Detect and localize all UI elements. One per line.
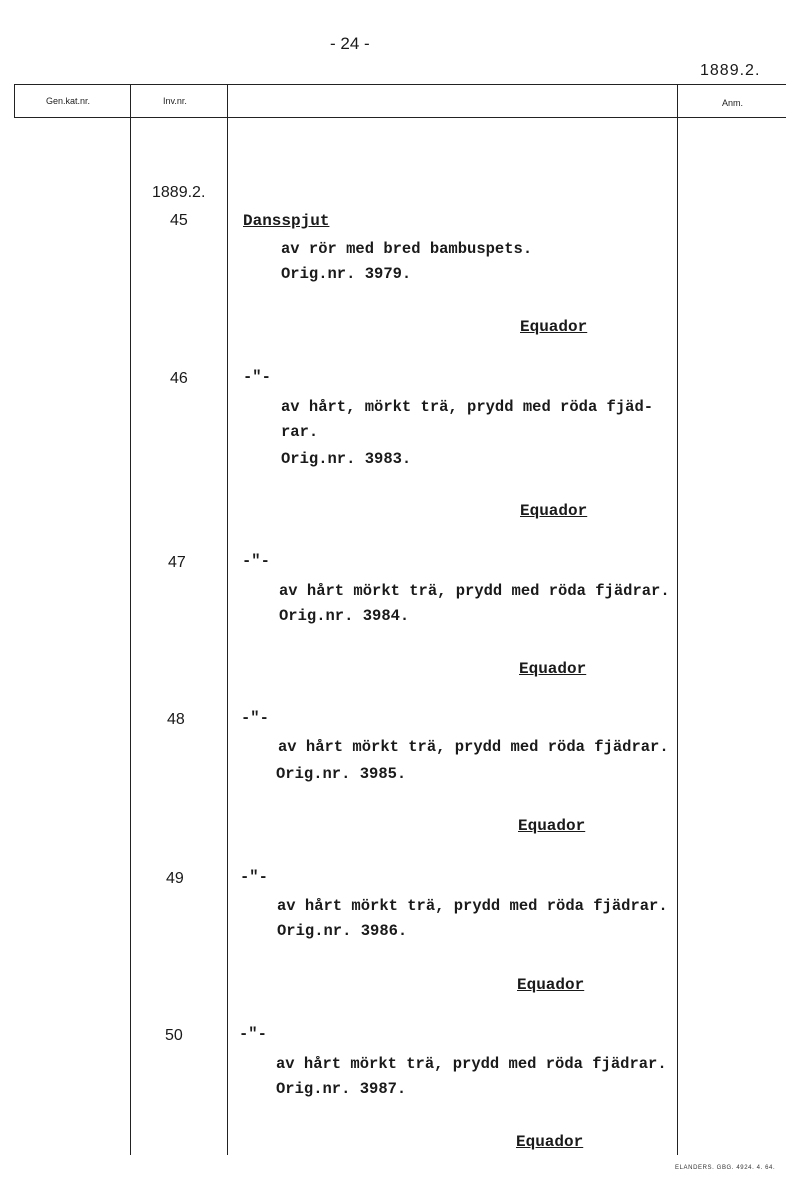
entry-origin: Equador bbox=[517, 976, 585, 994]
column-header-anm: Anm. bbox=[722, 98, 744, 108]
volume-reference: 1889.2. bbox=[700, 62, 761, 79]
inv-number: 50 bbox=[165, 1027, 183, 1044]
left-border bbox=[14, 84, 15, 118]
entry-description: av hårt mörkt trä, prydd med röda fjädrar. bbox=[278, 738, 669, 756]
column-divider-1 bbox=[130, 84, 131, 1155]
entry-orig-nr: Orig.nr. 3987. bbox=[276, 1080, 407, 1098]
entry-ditto-mark: -"- bbox=[240, 868, 268, 886]
entry-origin: Equador bbox=[520, 318, 588, 336]
inv-number: 48 bbox=[167, 711, 185, 728]
entry-description-continued: rar. bbox=[281, 423, 319, 441]
inv-number: 47 bbox=[168, 554, 186, 571]
entry-description: av hårt mörkt trä, prydd med röda fjädrar. bbox=[277, 897, 668, 915]
entry-description: av hårt mörkt trä, prydd med röda fjädrar. bbox=[276, 1055, 667, 1073]
entry-title: Dansspjut bbox=[243, 212, 330, 230]
inv-number: 49 bbox=[166, 870, 184, 887]
printer-mark: ELANDERS. GBG. 4924. 4. 64. bbox=[675, 1165, 776, 1171]
entry-orig-nr: Orig.nr. 3984. bbox=[279, 607, 410, 625]
page-number: - 24 - bbox=[330, 34, 370, 53]
entry-orig-nr: Orig.nr. 3979. bbox=[281, 265, 412, 283]
entry-ditto-mark: -"- bbox=[242, 552, 270, 570]
entry-origin: Equador bbox=[519, 660, 587, 678]
inv-number: 45 bbox=[170, 212, 188, 229]
entry-description: av rör med bred bambuspets. bbox=[281, 240, 533, 258]
entry-origin: Equador bbox=[518, 817, 586, 835]
entry-description: av hårt mörkt trä, prydd med röda fjädrar. bbox=[279, 582, 670, 600]
entry-description: av hårt, mörkt trä, prydd med röda fjäd- bbox=[281, 398, 654, 416]
entry-origin: Equador bbox=[516, 1133, 584, 1151]
entry-orig-nr: Orig.nr. 3986. bbox=[277, 922, 408, 940]
column-header-inv-nr: Inv.nr. bbox=[163, 96, 187, 106]
inv-number: 46 bbox=[170, 370, 188, 387]
entry-orig-nr: Orig.nr. 3983. bbox=[281, 450, 412, 468]
entry-origin: Equador bbox=[520, 502, 588, 520]
column-header-gen-kat-nr: Gen.kat.nr. bbox=[46, 96, 91, 106]
entry-ditto-mark: -"- bbox=[239, 1025, 267, 1043]
entry-ditto-mark: -"- bbox=[243, 368, 271, 386]
column-divider-3 bbox=[677, 84, 678, 1155]
column-divider-2 bbox=[227, 84, 228, 1155]
entry-orig-nr: Orig.nr. 3985. bbox=[276, 765, 407, 783]
group-inv-number: 1889.2. bbox=[152, 184, 206, 201]
entry-ditto-mark: -"- bbox=[241, 709, 269, 727]
